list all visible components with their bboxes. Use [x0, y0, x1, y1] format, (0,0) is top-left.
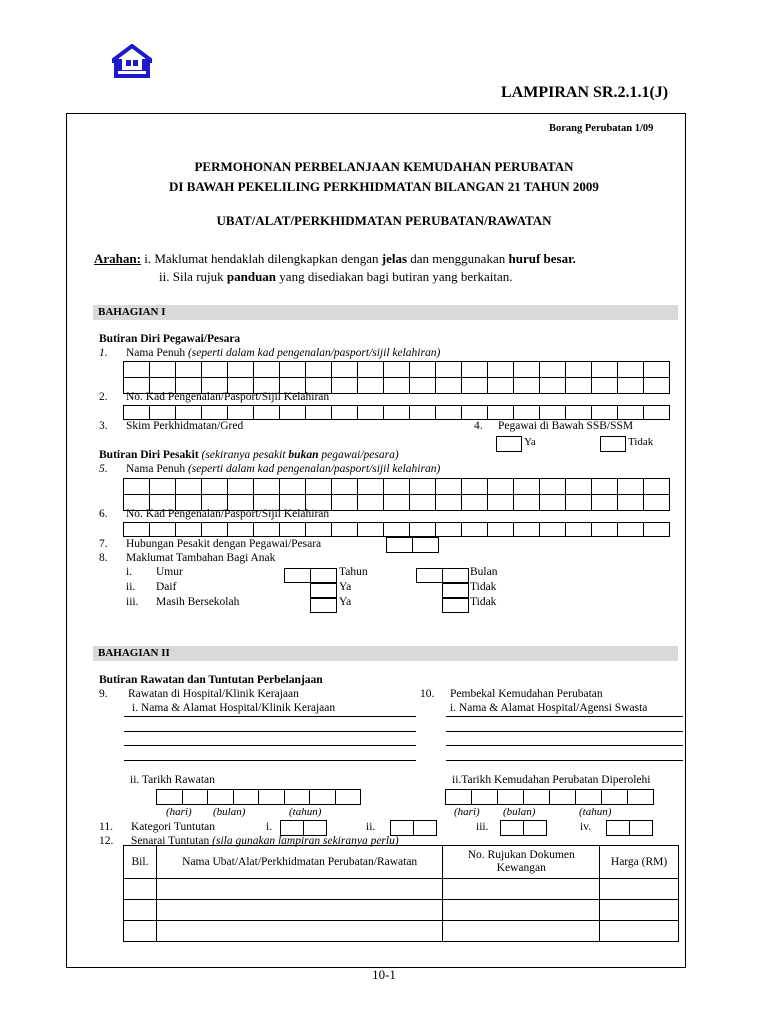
char-box[interactable]: [391, 820, 414, 836]
field-9-sub: i. Nama & Alamat Hospital/Klinik Kerajaan: [132, 702, 336, 714]
field-1-label: [126, 347, 440, 359]
table-row: [124, 879, 679, 900]
char-box[interactable]: [332, 478, 358, 495]
char-box[interactable]: [488, 522, 514, 537]
char-box[interactable]: [540, 405, 566, 420]
field-11-num: 11.: [99, 821, 113, 833]
house-logo-icon: [112, 44, 152, 78]
field-7-label: Hubungan Pesakit dengan Pegawai/Pesara: [126, 538, 322, 550]
relationship-grid[interactable]: [386, 537, 439, 553]
field-6-label: No. Kad Pengenalan/Pasport/Sijil Kelahiran: [126, 508, 330, 520]
char-box[interactable]: [436, 405, 462, 420]
char-box[interactable]: [280, 361, 306, 378]
section-2-header: BAHAGIAN II: [93, 646, 678, 661]
char-box[interactable]: [311, 568, 337, 583]
char-box[interactable]: [566, 361, 592, 378]
char-box[interactable]: [592, 478, 618, 495]
char-box[interactable]: [332, 522, 358, 537]
char-box[interactable]: [462, 405, 488, 420]
char-box[interactable]: [446, 789, 472, 805]
supplier-line-1[interactable]: [446, 716, 683, 717]
char-box[interactable]: [644, 478, 670, 495]
umur-bulan-grid[interactable]: [416, 568, 469, 583]
char-box[interactable]: [540, 377, 566, 394]
char-box[interactable]: [628, 789, 654, 805]
patient-note-b: bukan: [288, 449, 319, 461]
char-box[interactable]: [462, 377, 488, 394]
ssb-ya-label: Ya: [524, 436, 536, 448]
category-iv-label: iv.: [580, 821, 592, 833]
char-box[interactable]: [576, 789, 602, 805]
instruction-i-mid: dan menggunakan: [407, 251, 509, 266]
claims-header-bil: Bil.: [124, 846, 157, 879]
char-box[interactable]: [208, 789, 234, 805]
field-9-label: Rawatan di Hospital/Klinik Kerajaan: [128, 688, 299, 700]
char-box[interactable]: [384, 361, 410, 378]
char-box[interactable]: [488, 361, 514, 378]
field-1-label-text: Nama Penuh: [126, 347, 186, 359]
page-number: 10-1: [372, 967, 396, 982]
char-box[interactable]: [358, 522, 384, 537]
char-box[interactable]: [202, 478, 228, 495]
field-12-num: 12.: [99, 835, 114, 847]
sekolah-tidak-checkbox[interactable]: [442, 598, 469, 613]
field-12-note: (sila gunakan lampiran sekiranya perlu): [212, 835, 399, 847]
sub-i-label: Umur: [156, 566, 183, 578]
char-box[interactable]: [384, 494, 410, 511]
instruction-label: Arahan:: [94, 251, 141, 266]
char-box[interactable]: [488, 494, 514, 511]
field-1-num: 1.: [99, 347, 108, 359]
char-box[interactable]: [488, 478, 514, 495]
bulan-right: (bulan): [503, 806, 536, 818]
char-box[interactable]: [462, 522, 488, 537]
instruction-i-bold2: huruf besar.: [508, 251, 576, 266]
ssb-tidak-label: Tidak: [628, 436, 654, 448]
char-box[interactable]: [306, 405, 332, 420]
char-box[interactable]: [124, 478, 150, 495]
char-box[interactable]: [592, 377, 618, 394]
char-box[interactable]: [384, 478, 410, 495]
bulan-label: Bulan: [470, 566, 498, 578]
field-5-num: 5.: [99, 463, 108, 475]
section-1-header: BAHAGIAN I: [93, 305, 678, 320]
char-box[interactable]: [332, 377, 358, 394]
table-cell[interactable]: [156, 879, 442, 900]
char-box[interactable]: [358, 478, 384, 495]
char-box[interactable]: [304, 820, 327, 836]
officer-heading: Butiran Diri Pegawai/Pesara: [99, 333, 241, 345]
char-box[interactable]: [124, 522, 150, 537]
char-box[interactable]: [644, 361, 670, 378]
claims-table-header: [124, 846, 679, 879]
char-box[interactable]: [124, 405, 150, 420]
supplier-line-2[interactable]: [446, 731, 683, 732]
char-box[interactable]: [332, 405, 358, 420]
char-box[interactable]: [410, 361, 436, 378]
hari-right: (hari): [454, 806, 480, 818]
char-box[interactable]: [566, 522, 592, 537]
lampiran-code: LAMPIRAN SR.2.1.1(J): [501, 84, 669, 101]
patient-heading-text: Butiran Diri Pesakit: [99, 449, 199, 461]
instruction-i-bold1: jelas: [381, 251, 408, 266]
char-box[interactable]: [618, 377, 644, 394]
char-box[interactable]: [501, 820, 524, 836]
claims-header-name: Nama Ubat/Alat/Perkhidmatan Perubatan/Rawatan: [156, 846, 442, 879]
char-box[interactable]: [644, 377, 670, 394]
char-box[interactable]: [410, 405, 436, 420]
category-iii-label: iii.: [476, 821, 489, 833]
char-box[interactable]: [281, 820, 304, 836]
char-box[interactable]: [336, 789, 362, 805]
patient-heading: [99, 449, 399, 461]
char-box[interactable]: [358, 405, 384, 420]
char-box[interactable]: [202, 361, 228, 378]
field-5-label: [126, 463, 440, 475]
char-box[interactable]: [228, 405, 254, 420]
char-box[interactable]: [228, 522, 254, 537]
patient-ic-grid[interactable]: [123, 522, 670, 537]
sub-ii-num: ii.: [126, 581, 136, 593]
hospital-line-2[interactable]: [124, 731, 416, 732]
char-box[interactable]: [358, 494, 384, 511]
char-box[interactable]: [414, 820, 437, 836]
table-cell[interactable]: [156, 900, 442, 921]
full-name-grid[interactable]: [123, 361, 670, 378]
field-5-note: (seperti dalam kad pengenalan/pasport/sijil kelahiran): [187, 463, 441, 475]
char-box[interactable]: [384, 405, 410, 420]
char-box[interactable]: [285, 568, 311, 583]
field-2-num: 2.: [99, 391, 108, 403]
char-box[interactable]: [488, 377, 514, 394]
char-box[interactable]: [176, 405, 202, 420]
hari-left: (hari): [166, 806, 192, 818]
char-box[interactable]: [306, 361, 332, 378]
patient-note-c: pegawai/pesara): [318, 449, 399, 461]
sub-iii-num: iii.: [126, 596, 139, 608]
char-box[interactable]: [550, 789, 576, 805]
instruction-ii-bold: panduan: [226, 269, 277, 284]
char-box[interactable]: [306, 478, 332, 495]
table-cell[interactable]: [124, 900, 157, 921]
char-box[interactable]: [592, 361, 618, 378]
char-box[interactable]: [254, 361, 280, 378]
char-box[interactable]: [498, 789, 524, 805]
sub-ii-label: Daif: [156, 581, 177, 593]
char-box[interactable]: [540, 478, 566, 495]
char-box[interactable]: [410, 478, 436, 495]
field-2-label: No. Kad Pengenalan/Pasport/Sijil Kelahiran: [126, 391, 330, 403]
char-box[interactable]: [566, 478, 592, 495]
patient-name-grid[interactable]: [123, 478, 670, 495]
char-box[interactable]: [285, 789, 311, 805]
treatment-date-label: ii. Tarikh Rawatan: [130, 774, 215, 786]
char-box[interactable]: [280, 522, 306, 537]
char-box[interactable]: [524, 789, 550, 805]
category-iv-grid[interactable]: [606, 820, 653, 836]
char-box[interactable]: [124, 361, 150, 378]
char-box[interactable]: [150, 405, 176, 420]
char-box[interactable]: [384, 522, 410, 537]
form-code: Borang Perubatan 1/09: [549, 123, 654, 134]
category-iii-grid[interactable]: [500, 820, 547, 836]
sekolah-tidak-label: Tidak: [470, 596, 497, 608]
char-box[interactable]: [618, 478, 644, 495]
supply-date-label: ii.Tarikh Kemudahan Perubatan Diperolehi: [452, 774, 651, 786]
instruction-ii-suffix: yang disediakan bagi butiran yang berkaitan.: [276, 269, 513, 284]
char-box[interactable]: [254, 405, 280, 420]
char-box[interactable]: [254, 522, 280, 537]
daif-ya-label: Ya: [339, 581, 352, 593]
char-box[interactable]: [644, 494, 670, 511]
title-line-2: DI BAWAH PEKELILING PERKHIDMATAN BILANGAN 21 TAHUN 2009: [169, 179, 599, 194]
table-cell[interactable]: [600, 879, 679, 900]
char-box[interactable]: [602, 789, 628, 805]
ssb-tidak-checkbox[interactable]: [600, 436, 626, 452]
table-cell[interactable]: [600, 900, 679, 921]
char-box[interactable]: [436, 361, 462, 378]
char-box[interactable]: [436, 478, 462, 495]
category-i-label: i.: [266, 821, 273, 833]
char-box[interactable]: [592, 494, 618, 511]
char-box[interactable]: [566, 405, 592, 420]
tahun-label: Tahun: [339, 566, 368, 578]
tahun-right: (tahun): [579, 806, 612, 818]
title-line-3: UBAT/ALAT/PERKHIDMATAN PERUBATAN/RAWATAN: [216, 213, 552, 228]
sekolah-ya-label: Ya: [339, 596, 352, 608]
table-cell[interactable]: [443, 921, 600, 942]
table-cell[interactable]: [443, 879, 600, 900]
char-box[interactable]: [150, 522, 176, 537]
char-box[interactable]: [183, 789, 209, 805]
char-box[interactable]: [462, 361, 488, 378]
field-11-label: Kategori Tuntutan: [131, 821, 216, 833]
instruction-i-text: i. Maklumat hendaklah dilengkapkan dengan: [144, 251, 382, 266]
char-box[interactable]: [410, 377, 436, 394]
char-box[interactable]: [443, 568, 469, 583]
char-box[interactable]: [540, 522, 566, 537]
char-box[interactable]: [462, 494, 488, 511]
field-12-label-text: Senarai Tuntutan: [131, 835, 213, 847]
category-ii-label: ii.: [366, 821, 376, 833]
char-box[interactable]: [644, 522, 670, 537]
char-box[interactable]: [618, 405, 644, 420]
field-4-num: 4.: [474, 420, 483, 432]
char-box[interactable]: [618, 361, 644, 378]
sekolah-ya-checkbox[interactable]: [310, 598, 337, 613]
table-row: [124, 921, 679, 942]
field-5-label-text: Nama Penuh: [126, 463, 186, 475]
char-box[interactable]: [150, 361, 176, 378]
table-cell[interactable]: [600, 921, 679, 942]
char-box[interactable]: [176, 522, 202, 537]
char-box[interactable]: [472, 789, 498, 805]
char-box[interactable]: [234, 789, 260, 805]
char-box[interactable]: [157, 789, 183, 805]
field-3-num: 3.: [99, 420, 108, 432]
field-3-label: Skim Perkhidmatan/Gred: [126, 420, 244, 432]
char-box[interactable]: [618, 522, 644, 537]
section-2-heading: Butiran Rawatan dan Tuntutan Perbelanjaan: [99, 674, 323, 686]
patient-note-a: (sekiranya pesakit: [201, 449, 289, 461]
char-box[interactable]: [524, 820, 547, 836]
char-box[interactable]: [280, 405, 306, 420]
field-1-note: (seperti dalam kad pengenalan/pasport/sijil kelahiran): [187, 347, 441, 359]
category-i-grid[interactable]: [280, 820, 327, 836]
treatment-date-grid[interactable]: [156, 789, 361, 805]
char-box[interactable]: [202, 405, 228, 420]
char-box[interactable]: [514, 405, 540, 420]
char-box[interactable]: [607, 820, 630, 836]
table-cell[interactable]: [124, 921, 157, 942]
table-row: [124, 900, 679, 921]
char-box[interactable]: [150, 478, 176, 495]
char-box[interactable]: [387, 537, 413, 553]
char-box[interactable]: [176, 361, 202, 378]
field-10-num: 10.: [420, 688, 435, 700]
char-box[interactable]: [540, 361, 566, 378]
char-box[interactable]: [514, 494, 540, 511]
char-box[interactable]: [436, 494, 462, 511]
ic-number-grid[interactable]: [123, 405, 670, 420]
supplier-line-4[interactable]: [446, 760, 683, 761]
char-box[interactable]: [358, 377, 384, 394]
sub-i-num: i.: [126, 566, 133, 578]
char-box[interactable]: [310, 789, 336, 805]
field-4-label: Pegawai di Bawah SSB/SSM: [498, 420, 634, 432]
sub-iii-label: Masih Bersekolah: [156, 596, 240, 608]
char-box[interactable]: [462, 478, 488, 495]
char-box[interactable]: [259, 789, 285, 805]
table-cell[interactable]: [443, 900, 600, 921]
char-box[interactable]: [202, 522, 228, 537]
char-box[interactable]: [410, 494, 436, 511]
char-box[interactable]: [566, 377, 592, 394]
char-box[interactable]: [332, 361, 358, 378]
char-box[interactable]: [514, 377, 540, 394]
field-10-label: Pembekal Kemudahan Perubatan: [450, 688, 603, 700]
claims-header-price: Harga (RM): [600, 846, 679, 879]
char-box[interactable]: [413, 537, 439, 553]
char-box[interactable]: [566, 494, 592, 511]
supplier-line-3[interactable]: [446, 745, 683, 746]
claims-table: [123, 845, 679, 942]
char-box[interactable]: [514, 478, 540, 495]
char-box[interactable]: [618, 494, 644, 511]
instruction-i: [94, 251, 576, 267]
char-box[interactable]: [488, 405, 514, 420]
hospital-line-3[interactable]: [124, 745, 416, 746]
field-8-num: 8.: [99, 552, 108, 564]
daif-tidak-checkbox[interactable]: [442, 583, 469, 598]
char-box[interactable]: [358, 361, 384, 378]
ssb-ya-checkbox[interactable]: [496, 436, 522, 452]
hospital-line-4[interactable]: [124, 760, 416, 761]
char-box[interactable]: [514, 522, 540, 537]
char-box[interactable]: [514, 361, 540, 378]
char-box[interactable]: [410, 522, 436, 537]
field-7-num: 7.: [99, 538, 108, 550]
instruction-ii: [159, 269, 513, 285]
instruction-ii-text: ii. Sila rujuk: [159, 269, 227, 284]
char-box[interactable]: [306, 522, 332, 537]
char-box[interactable]: [254, 478, 280, 495]
claims-header-ref: No. Rujukan Dokumen Kewangan: [443, 846, 600, 879]
bulan-left: (bulan): [213, 806, 246, 818]
umur-tahun-grid[interactable]: [284, 568, 337, 583]
char-box[interactable]: [592, 405, 618, 420]
field-8-label: Maklumat Tambahan Bagi Anak: [126, 552, 276, 564]
table-cell[interactable]: [124, 879, 157, 900]
category-ii-grid[interactable]: [390, 820, 437, 836]
field-10-sub: i. Nama & Alamat Hospital/Agensi Swasta: [450, 702, 648, 714]
char-box[interactable]: [592, 522, 618, 537]
field-9-num: 9.: [99, 688, 108, 700]
char-box[interactable]: [280, 478, 306, 495]
char-box[interactable]: [436, 522, 462, 537]
char-box[interactable]: [417, 568, 443, 583]
char-box[interactable]: [436, 377, 462, 394]
char-box[interactable]: [176, 478, 202, 495]
char-box[interactable]: [644, 405, 670, 420]
title-line-1: PERMOHONAN PERBELANJAAN KEMUDAHAN PERUBATAN: [194, 159, 574, 174]
daif-ya-checkbox[interactable]: [310, 583, 337, 598]
char-box[interactable]: [630, 820, 653, 836]
char-box[interactable]: [540, 494, 566, 511]
char-box[interactable]: [228, 361, 254, 378]
char-box[interactable]: [384, 377, 410, 394]
tahun-left: (tahun): [289, 806, 322, 818]
char-box[interactable]: [332, 494, 358, 511]
hospital-line-1[interactable]: [124, 716, 416, 717]
char-box[interactable]: [228, 478, 254, 495]
field-6-num: 6.: [99, 508, 108, 520]
table-cell[interactable]: [156, 921, 442, 942]
daif-tidak-label: Tidak: [470, 581, 497, 593]
supply-date-grid[interactable]: [445, 789, 654, 805]
